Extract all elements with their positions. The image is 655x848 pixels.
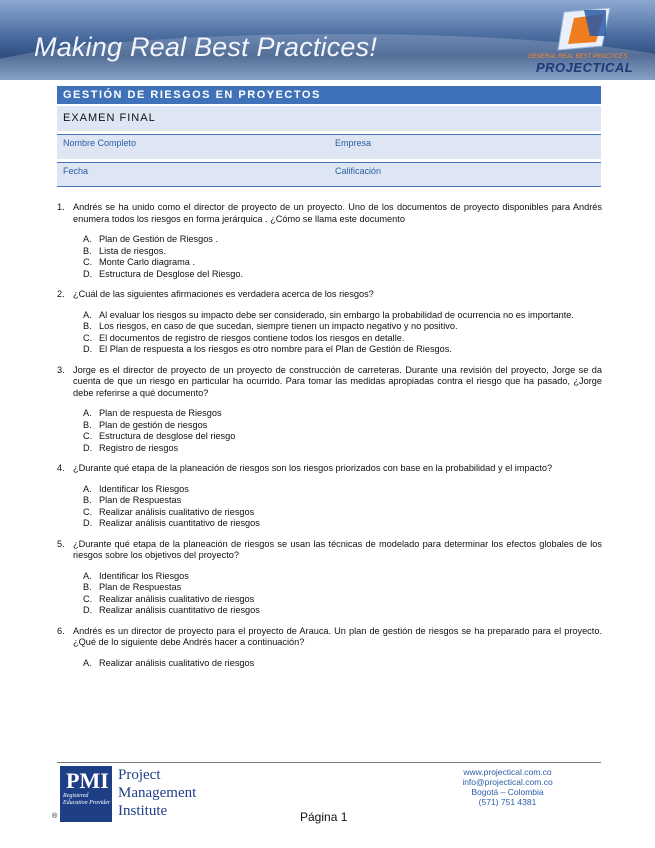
question-number: 1. <box>57 202 65 212</box>
option-text: Plan de respuesta de Riesgos <box>99 408 222 418</box>
option-letter: D. <box>83 344 93 354</box>
option-letter: B. <box>83 419 92 430</box>
question-text: ¿Durante qué etapa de la planeación de riesgos se usan las técnicas de modelado para determinar los efectos globales de los riesgos sobre los objetivos del proyecto? <box>73 538 602 560</box>
contact-info <box>440 767 575 807</box>
company-label: Empresa <box>335 138 372 148</box>
exam-title: EXAMEN FINAL <box>57 106 601 131</box>
option-item <box>83 658 602 670</box>
question-number: 3. <box>57 364 65 375</box>
grade-label: Calificación <box>335 166 382 176</box>
option-item <box>83 484 602 496</box>
option-letter: C. <box>83 257 93 267</box>
option-letter: D. <box>83 268 93 279</box>
question-3 <box>57 365 602 455</box>
option-item <box>83 443 602 455</box>
pmi-name-line: Project <box>118 767 161 783</box>
option-text: Estructura de desglose del riesgo <box>99 431 236 441</box>
city: Bogotá – Colombia <box>471 787 544 797</box>
question-number: 6. <box>57 625 65 636</box>
question-text: Andrés es un director de proyecto para el proyecto de Arauca. Un plan de gestión de riesgos se ha preparado para el proyecto. ¿Qué de lo siguiente debe Andrés hacer a continuación? <box>73 625 602 647</box>
question-6 <box>57 626 602 670</box>
option-text: Monte Carlo diagrama . <box>99 257 196 267</box>
question-5 <box>57 539 602 617</box>
option-item <box>83 257 602 269</box>
option-item <box>83 518 602 530</box>
question-number: 4. <box>57 463 65 473</box>
option-text: Identificar los Riesgos <box>99 483 189 494</box>
option-item <box>83 321 602 333</box>
option-text: Realizar análisis cualitativo de riesgos <box>99 506 255 517</box>
option-item <box>83 420 602 432</box>
date-label: Fecha <box>63 166 89 176</box>
registered-mark: ® <box>52 813 58 820</box>
option-letter: B. <box>83 245 92 256</box>
option-item <box>83 310 602 322</box>
option-text: Lista de riesgos. <box>99 245 166 256</box>
question-2 <box>57 289 602 356</box>
projectical-logo <box>528 6 638 76</box>
option-letter: A. <box>83 657 92 668</box>
option-letter: C. <box>83 593 93 604</box>
question-text: Jorge es el director de proyecto de un proyecto de construcción de carreteras. Durante una revisión del proyecto, Jorge se da cuenta de que un riesgo en particular ha ocurrido. Para tomar las medidas apropiadas contra el riesgo que ha pasado, ¿Jorge debe referirse a qué documento? <box>73 364 602 398</box>
option-letter: D. <box>83 605 93 615</box>
pmi-name <box>118 766 196 820</box>
option-text: Al evaluar los riesgos su impacto debe ser considerado, sin embargo la probabilidad de ocurrencia no es importante. <box>99 309 574 320</box>
option-letter: B. <box>83 321 92 331</box>
option-item <box>83 594 602 606</box>
option-text: Registro de riesgos <box>99 442 179 453</box>
question-number: 5. <box>57 538 65 549</box>
page-number: Página 1 <box>300 810 348 824</box>
question-number: 2. <box>57 289 65 299</box>
option-item <box>83 269 602 281</box>
name-label: Nombre Completo <box>63 138 137 148</box>
option-letter: D. <box>83 442 93 453</box>
name-company-row <box>57 134 601 159</box>
option-letter: B. <box>83 495 92 505</box>
option-list <box>73 484 602 530</box>
option-item <box>83 408 602 420</box>
question-text: ¿Cuál de las siguientes afirmaciones es verdadera acerca de los riesgos? <box>73 289 374 299</box>
course-title: GESTIÓN DE RIESGOS EN PROYECTOS <box>57 86 601 104</box>
option-text: Realizar análisis cuantitativo de riesgos <box>99 605 260 615</box>
pmi-mark <box>60 766 112 822</box>
question-1 <box>57 202 602 280</box>
option-text: Los riesgos, en caso de que sucedan, siempre tienen un impacto negativo y no positivo. <box>99 321 458 331</box>
option-item <box>83 571 602 583</box>
option-letter: C. <box>83 506 93 517</box>
pmi-logo <box>52 766 210 828</box>
option-text: Plan de Respuestas <box>99 495 182 505</box>
pmi-name-line: Management <box>118 785 197 801</box>
option-item <box>83 344 602 356</box>
option-list <box>73 408 602 454</box>
option-item <box>83 246 602 258</box>
email-link[interactable]: info@projectical.com.co <box>462 777 553 787</box>
question-text: ¿Durante qué etapa de la planeación de riesgos son los riesgos priorizados con base en la probabilidad y el impacto? <box>73 463 553 473</box>
date-grade-row <box>57 162 601 187</box>
option-text: El documentos de registro de riesgos contiene todos los riesgos en detalle. <box>99 332 405 343</box>
question-4 <box>57 463 602 530</box>
option-text: Realizar análisis cualitativo de riesgos <box>99 657 255 668</box>
option-text: Realizar análisis cuantitativo de riesgos <box>99 518 260 528</box>
pmi-rep-badge: Registered Education Provider <box>63 793 111 806</box>
logo-tagline: GENERAL REAL BEST PRACTICES <box>528 54 628 60</box>
option-item <box>83 495 602 507</box>
header-banner <box>0 0 655 80</box>
option-list <box>73 310 602 356</box>
option-text: Identificar los Riesgos <box>99 570 189 581</box>
option-list <box>73 571 602 617</box>
pmi-mark-text: PMI <box>66 768 109 793</box>
option-letter: A. <box>83 483 92 494</box>
option-letter: A. <box>83 570 92 581</box>
option-text: El Plan de respuesta a los riesgos es otro nombre para el Plan de Gestión de Riesgos. <box>99 344 452 354</box>
logo-brand: PROJECTICAL <box>536 60 634 75</box>
option-letter: A. <box>83 309 92 320</box>
website-link[interactable]: www.projectical.com.co <box>463 767 552 777</box>
option-item <box>83 333 602 345</box>
option-item <box>83 605 602 617</box>
option-item <box>83 507 602 519</box>
option-list <box>73 234 602 280</box>
footer-divider <box>57 762 601 763</box>
option-text: Realizar análisis cualitativo de riesgos <box>99 593 255 604</box>
option-list <box>73 658 602 670</box>
banner-title: Making Real Best Practices! <box>34 32 378 62</box>
pmi-name-line: Institute <box>118 803 168 819</box>
option-letter: C. <box>83 332 93 343</box>
option-text: Estructura de Desglose del Riesgo. <box>99 268 244 279</box>
question-text: Andrés se ha unido como el director de proyecto de un proyecto. Uno de los documentos de proyecto disponibles para Andrés enumera todos los riesgos en forma jerárquica . ¿Cómo se llama este documento <box>73 202 602 224</box>
option-letter: B. <box>83 582 92 592</box>
option-item <box>83 234 602 246</box>
option-item <box>83 431 602 443</box>
option-letter: D. <box>83 518 93 528</box>
option-text: Plan de gestión de riesgos <box>99 419 208 430</box>
option-letter: A. <box>83 234 92 244</box>
logo-emblem-icon <box>550 6 620 54</box>
option-text: Plan de Gestión de Riesgos . <box>99 234 218 244</box>
option-item <box>83 582 602 594</box>
phone: (571) 751 4381 <box>478 797 537 807</box>
option-text: Plan de Respuestas <box>99 582 182 592</box>
option-letter: A. <box>83 408 92 418</box>
question-list <box>57 202 602 678</box>
option-letter: C. <box>83 431 93 441</box>
